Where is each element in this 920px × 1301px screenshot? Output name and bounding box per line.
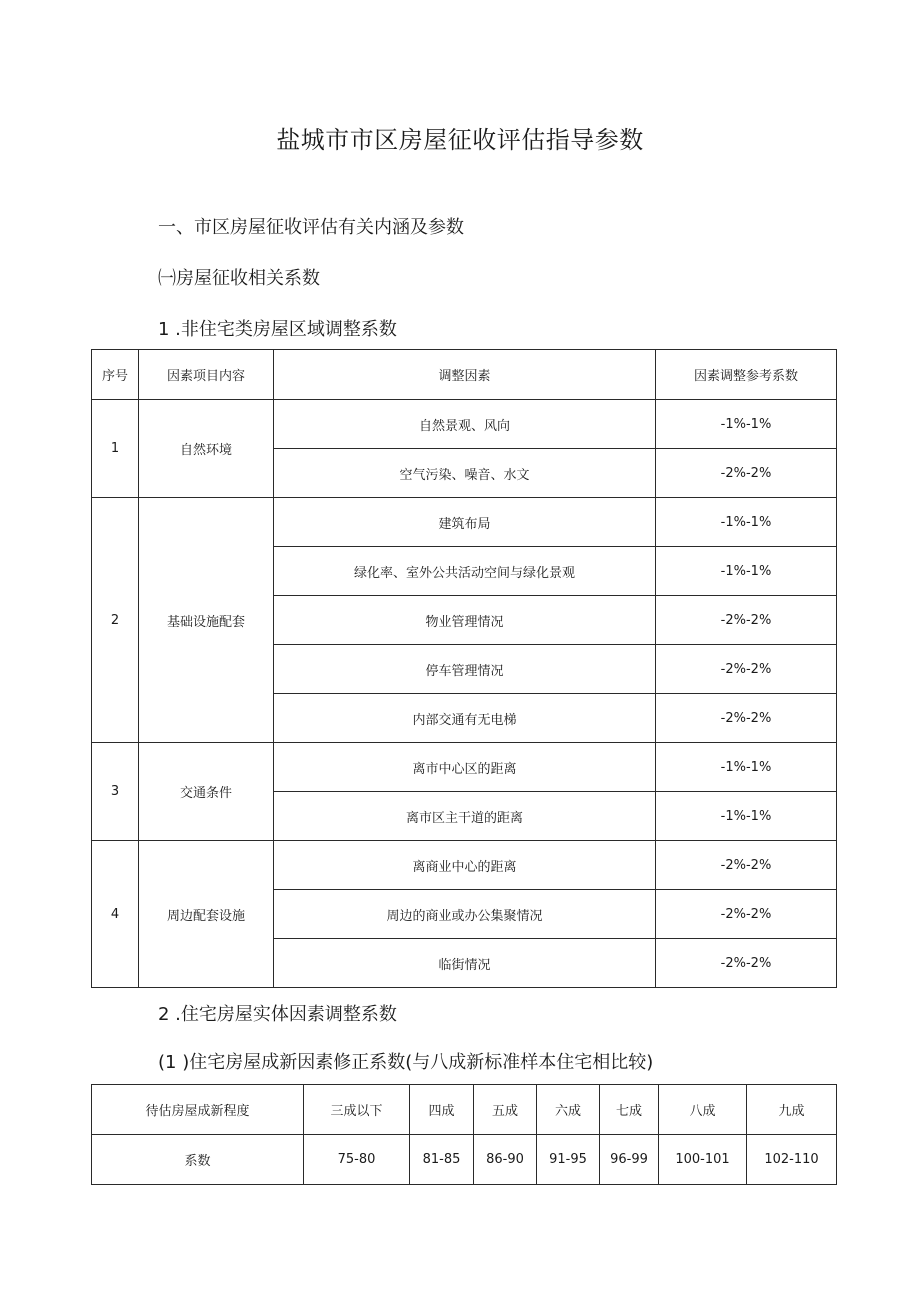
adjustment-factor-cell: 临街情况 [274, 939, 656, 988]
region-adjustment-table [91, 349, 837, 988]
coefficient-cell: 86-90 [474, 1135, 537, 1185]
coefficient-cell: -1%-1% [656, 792, 837, 841]
item-heading-2-1: (1 )住宅房屋成新因素修正系数(与八成新标准样本住宅相比较) [158, 1052, 654, 1073]
coefficient-cell: -1%-1% [656, 547, 837, 596]
coefficient-cell: -1%-1% [656, 498, 837, 547]
coefficient-cell: -2%-2% [656, 645, 837, 694]
item-heading-2: 2 .住宅房屋实体因素调整系数 [158, 1004, 397, 1025]
coefficient-cell: 75-80 [304, 1135, 410, 1185]
adjustment-factor-cell: 绿化率、室外公共活动空间与绿化景观 [274, 547, 656, 596]
adjustment-factor-cell: 周边的商业或办公集聚情况 [274, 890, 656, 939]
adjustment-factor-cell: 离市中心区的距离 [274, 743, 656, 792]
coefficient-cell: -1%-1% [656, 400, 837, 449]
table-row [92, 400, 837, 449]
adjustment-factor-cell: 离商业中心的距离 [274, 841, 656, 890]
row-number-cell: 2 [92, 498, 139, 743]
column-header: 四成 [410, 1085, 474, 1135]
column-header: 九成 [747, 1085, 837, 1135]
table-header-row [92, 350, 837, 400]
coefficient-cell: -2%-2% [656, 841, 837, 890]
table-row [92, 841, 837, 890]
column-header: 五成 [474, 1085, 537, 1135]
row-number-cell: 4 [92, 841, 139, 988]
coefficient-cell: -2%-2% [656, 939, 837, 988]
column-header: 序号 [92, 350, 139, 400]
coefficient-cell: 96-99 [600, 1135, 659, 1185]
factor-category-cell: 基础设施配套 [139, 498, 274, 743]
column-header: 六成 [537, 1085, 600, 1135]
column-header: 因素调整参考系数 [656, 350, 837, 400]
row-number-cell: 1 [92, 400, 139, 498]
factor-category-cell: 周边配套设施 [139, 841, 274, 988]
adjustment-factor-cell: 内部交通有无电梯 [274, 694, 656, 743]
adjustment-factor-cell: 建筑布局 [274, 498, 656, 547]
adjustment-factor-cell: 空气污染、噪音、水文 [274, 449, 656, 498]
item-heading-1: 1 .非住宅类房屋区域调整系数 [158, 319, 397, 340]
table-row [92, 1135, 837, 1185]
factor-category-cell: 自然环境 [139, 400, 274, 498]
coefficient-cell: -1%-1% [656, 743, 837, 792]
column-header: 调整因素 [274, 350, 656, 400]
coefficient-cell: -2%-2% [656, 694, 837, 743]
factor-category-cell: 交通条件 [139, 743, 274, 841]
column-header: 因素项目内容 [139, 350, 274, 400]
coefficient-cell: -2%-2% [656, 449, 837, 498]
document-title: 盐城市市区房屋征收评估指导参数 [276, 126, 644, 154]
section-heading: 一、市区房屋征收评估有关内涵及参数 [158, 217, 464, 238]
row-label-cell: 系数 [92, 1135, 304, 1185]
table-row [92, 743, 837, 792]
subsection-heading: ㈠房屋征收相关系数 [158, 268, 320, 289]
coefficient-cell: -2%-2% [656, 596, 837, 645]
coefficient-cell: 81-85 [410, 1135, 474, 1185]
coefficient-cell: -2%-2% [656, 890, 837, 939]
column-header: 待估房屋成新程度 [92, 1085, 304, 1135]
adjustment-factor-cell: 自然景观、风向 [274, 400, 656, 449]
adjustment-factor-cell: 物业管理情况 [274, 596, 656, 645]
column-header: 三成以下 [304, 1085, 410, 1135]
row-number-cell: 3 [92, 743, 139, 841]
coefficient-cell: 91-95 [537, 1135, 600, 1185]
coefficient-cell: 100-101 [659, 1135, 747, 1185]
adjustment-factor-cell: 停车管理情况 [274, 645, 656, 694]
table-row [92, 498, 837, 547]
newness-coefficient-table [91, 1084, 837, 1185]
coefficient-cell: 102-110 [747, 1135, 837, 1185]
column-header: 七成 [600, 1085, 659, 1135]
adjustment-factor-cell: 离市区主干道的距离 [274, 792, 656, 841]
table-header-row [92, 1085, 837, 1135]
column-header: 八成 [659, 1085, 747, 1135]
